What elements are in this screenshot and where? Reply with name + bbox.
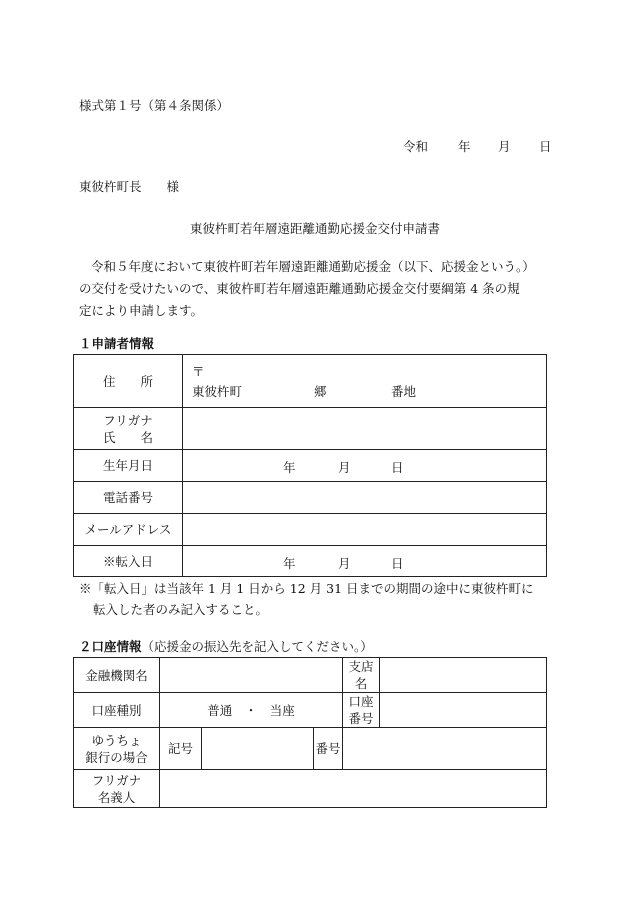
date-era: 令和 [403, 139, 429, 154]
move-in-note [79, 578, 554, 620]
yucho-row [74, 728, 547, 770]
account-number-label: 口座番号 [343, 693, 380, 728]
date-month-label: 月 [498, 139, 511, 154]
birthdate-row [74, 450, 547, 482]
phone-row [74, 482, 547, 514]
birth-month-label: 月 [338, 460, 351, 475]
bank-row [74, 658, 547, 693]
number-label: 番号 [314, 728, 343, 770]
yucho-label-line-2: 銀行の場合 [85, 749, 148, 765]
phone-label: 電話番号 [74, 482, 183, 514]
holder-row [74, 770, 547, 808]
statement-line-3: 定により申請します。 [79, 303, 204, 318]
section1-heading: １申請者情報 [79, 336, 155, 351]
address-town: 東彼杵町 [192, 384, 243, 399]
yucho-label [74, 728, 160, 770]
phone-field[interactable] [183, 482, 547, 514]
birth-year-label: 年 [283, 460, 296, 475]
move-in-field[interactable] [183, 546, 547, 577]
move-in-year-label: 年 [283, 556, 296, 571]
furigana-name-label [74, 408, 183, 450]
address-lot: 番地 [391, 384, 417, 399]
postal-mark: 〒 [192, 364, 205, 379]
bank-label: 金融機関名 [74, 658, 160, 693]
holder-field[interactable] [160, 770, 547, 808]
account-info-table [73, 657, 547, 808]
statement-line-1: 令和５年度において東彼杵町若年層遠距離通勤応援金（以下、応援金という。） [91, 259, 535, 274]
email-field[interactable] [183, 514, 547, 546]
branch-field[interactable] [380, 658, 547, 693]
statement-line-2: の交付を受けたいので、東彼杵町若年層遠距離通勤応援金交付要綱第 4 条の規 [79, 281, 520, 296]
date-year-label: 年 [458, 139, 471, 154]
section2-heading [79, 637, 373, 655]
note-line-2: 転入した者のみ記入すること。 [93, 602, 269, 617]
number-field[interactable] [343, 728, 547, 770]
applicant-info-table [73, 354, 547, 577]
address-district: 郷 [314, 384, 327, 399]
name-label: 氏 名 [102, 429, 153, 445]
addressee: 東彼杵町長 様 [79, 179, 180, 194]
account-type-options[interactable]: 普通 ・ 当座 [160, 693, 343, 728]
symbol-field[interactable] [202, 728, 314, 770]
yucho-label-line-1: ゆうちょ [91, 732, 142, 748]
name-field[interactable] [183, 408, 547, 450]
note-line-1: ※「転入日」は当該年 1 月 1 日から 12 月 31 日までの期間の途中に東彼杵町に [79, 581, 534, 596]
move-in-day-label: 日 [391, 556, 404, 571]
bank-field[interactable] [160, 658, 343, 693]
account-type-row [74, 693, 547, 728]
account-number-field[interactable] [380, 693, 547, 728]
application-statement [79, 256, 559, 322]
email-row [74, 514, 547, 546]
move-in-month-label: 月 [338, 556, 351, 571]
name-row [74, 408, 547, 450]
date-day-label: 日 [539, 139, 552, 154]
birthdate-field[interactable] [183, 450, 547, 482]
address-label: 住 所 [74, 355, 183, 408]
address-row [74, 355, 547, 408]
form-number: 様式第１号（第４条関係） [79, 98, 230, 113]
holder-furigana-label: フリガナ [91, 772, 142, 788]
address-field[interactable] [183, 355, 547, 408]
symbol-label: 記号 [160, 728, 202, 770]
email-label: メールアドレス [74, 514, 183, 546]
birth-day-label: 日 [391, 460, 404, 475]
section2-instruction: （応援金の振込先を記入してください。） [141, 639, 373, 654]
holder-label [74, 770, 160, 808]
section2-title: ２口座情報 [79, 639, 142, 654]
account-type-label: 口座種別 [74, 693, 160, 728]
move-in-label: ※転入日 [74, 546, 183, 577]
furigana-label: フリガナ [103, 412, 153, 428]
move-in-row [74, 546, 547, 577]
birthdate-label: 生年月日 [74, 450, 183, 482]
holder-name-label: 名義人 [97, 789, 136, 805]
branch-label: 支店名 [343, 658, 380, 693]
form-title: 東彼杵町若年層遠距離通勤応援金交付申請書 [189, 221, 440, 236]
